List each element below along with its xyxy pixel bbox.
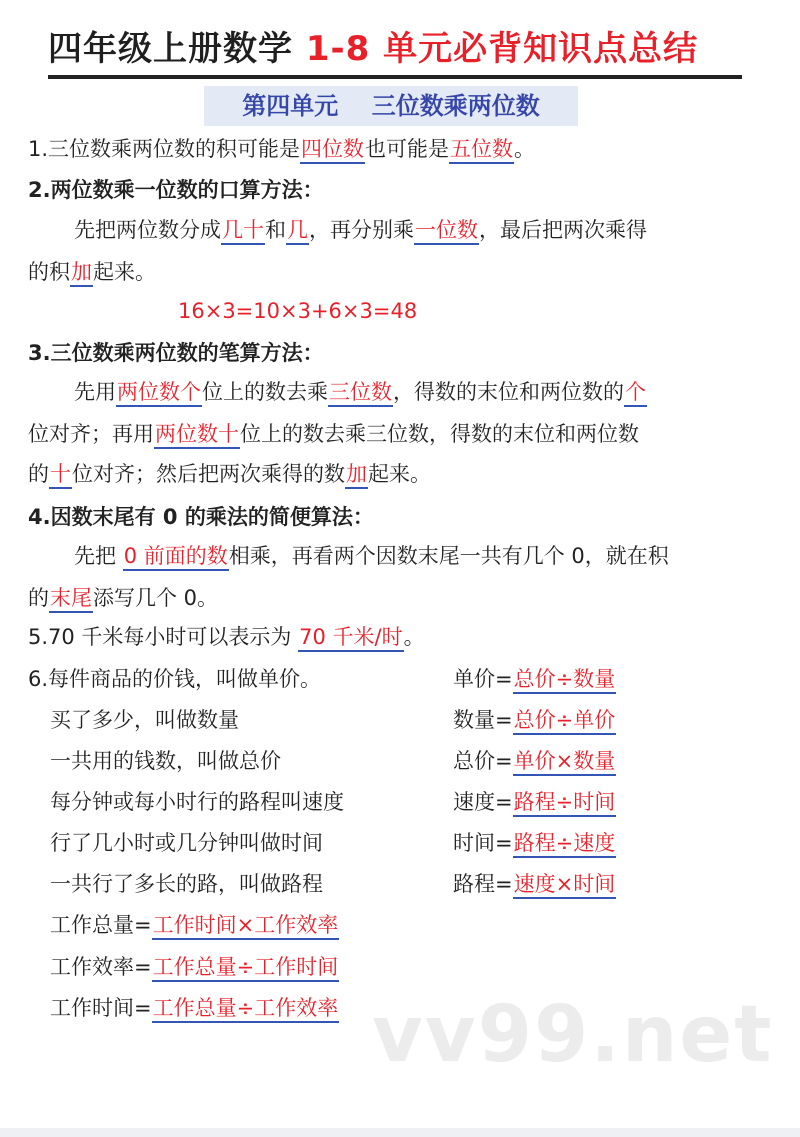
page-title-block [48, 26, 742, 79]
unit-subtitle: 第四单元 三位数乘两位数 [204, 86, 578, 126]
formula-line [453, 705, 616, 735]
work-formula [50, 993, 339, 1023]
text: 先把 [74, 544, 123, 568]
formula-label: 数量= [453, 708, 513, 732]
formula-label: 工作时间= [50, 996, 152, 1020]
text: 的 [28, 462, 49, 486]
example-formula: 16×3=10×3+6×3=48 [178, 299, 418, 323]
definition-line: 一共行了多长的路，叫做路程 [50, 872, 323, 896]
heading-3: 3.三位数乘两位数的笔算方法： [28, 341, 324, 365]
answer: 四位数 [300, 137, 365, 164]
formula-label: 总价= [453, 749, 513, 773]
text: 位上的数去乘三位数，得数的末位和两位数 [240, 422, 639, 446]
text: 位对齐；再用 [28, 422, 154, 446]
answer: 一位数 [414, 218, 479, 245]
text: 的 [28, 586, 49, 610]
text: 和 [265, 218, 286, 242]
title-underline [48, 75, 742, 79]
formula-line [453, 869, 616, 899]
text: ，再分别乘 [309, 218, 414, 242]
point-3-line-2 [28, 419, 639, 449]
definition-line: 买了多少，叫做数量 [50, 708, 239, 732]
text: 添写几个 0。 [93, 586, 219, 610]
answer: 两位数十 [154, 422, 240, 449]
watermark: vv99.net [372, 990, 774, 1080]
text: 的积 [28, 260, 70, 284]
point-4-line-1 [74, 541, 669, 571]
answer: 五位数 [449, 137, 514, 164]
point-2-line-1 [74, 215, 647, 245]
text: 位上的数去乘 [202, 380, 328, 404]
answer: 十 [49, 462, 72, 489]
formula-label: 路程= [453, 872, 513, 896]
definition-line: 6.每件商品的价钱，叫做单价。 [28, 667, 322, 691]
text: 。 [514, 137, 536, 161]
formula-label: 时间= [453, 831, 513, 855]
text: 先用 [74, 380, 116, 404]
answer: 路程÷速度 [513, 831, 617, 858]
answer: 总价÷数量 [513, 667, 617, 694]
text: 5.70 千米每小时可以表示为 [28, 625, 299, 649]
formula-label: 工作总量= [50, 913, 152, 937]
answer: 几 [286, 218, 309, 245]
heading-4: 4.因数末尾有 0 的乘法的简便算法： [28, 505, 374, 529]
answer: 速度×时间 [513, 872, 617, 899]
text: ，得数的末位和两位数的 [393, 380, 624, 404]
page-title [48, 26, 742, 72]
text: 。 [403, 625, 425, 649]
formula-line [453, 828, 616, 858]
answer: 加 [345, 462, 368, 489]
point-5 [28, 622, 425, 652]
text: 相乘，再看两个因数末尾一共有几个 0，就在积 [228, 544, 669, 568]
heading-2: 2.两位数乘一位数的口算方法： [28, 178, 324, 202]
answer: 总价÷单价 [513, 708, 617, 735]
definition-line: 每分钟或每小时行的路程叫速度 [50, 790, 344, 814]
answer: 工作时间×工作效率 [152, 913, 340, 940]
text: 位对齐；然后把两次乘得的数 [72, 462, 345, 486]
formula-label: 速度= [453, 790, 513, 814]
title-part1: 四年级上册数学 [48, 29, 306, 69]
definition-line: 一共用的钱数，叫做总价 [50, 749, 281, 773]
text: 先把两位数分成 [74, 218, 221, 242]
answer: 三位数 [328, 380, 393, 407]
text: 起来。 [368, 462, 431, 486]
title-part2: 1-8 单元必背知识点总结 [305, 29, 699, 69]
formula-label: 工作效率= [50, 955, 152, 979]
bottom-edge [0, 1128, 800, 1137]
formula-line [453, 664, 616, 694]
answer: 末尾 [49, 586, 93, 613]
answer: 0 前面的数 [123, 544, 229, 571]
text: ，最后把两次乘得 [479, 218, 647, 242]
answer: 两位数个 [116, 380, 202, 407]
formula-line [453, 746, 616, 776]
point-4-line-2 [28, 583, 218, 613]
answer: 几十 [221, 218, 265, 245]
definition-line: 行了几小时或几分钟叫做时间 [50, 831, 323, 855]
answer: 单价×数量 [513, 749, 617, 776]
point-2-line-2 [28, 257, 156, 287]
point-3-line-1 [74, 377, 647, 407]
answer: 工作总量÷工作效率 [152, 996, 340, 1023]
work-formula [50, 910, 339, 940]
point-1 [28, 134, 535, 164]
text: 起来。 [93, 260, 156, 284]
formula-line [453, 787, 616, 817]
answer: 70 千米/时 [298, 625, 403, 652]
work-formula [50, 952, 339, 982]
answer: 个 [624, 380, 647, 407]
text: 1.三位数乘两位数的积可能是 [28, 137, 301, 161]
formula-label: 单价= [453, 667, 513, 691]
answer: 加 [70, 260, 93, 287]
answer: 路程÷时间 [513, 790, 617, 817]
answer: 工作总量÷工作时间 [152, 955, 340, 982]
point-3-line-3 [28, 459, 431, 489]
text: 也可能是 [365, 137, 450, 161]
